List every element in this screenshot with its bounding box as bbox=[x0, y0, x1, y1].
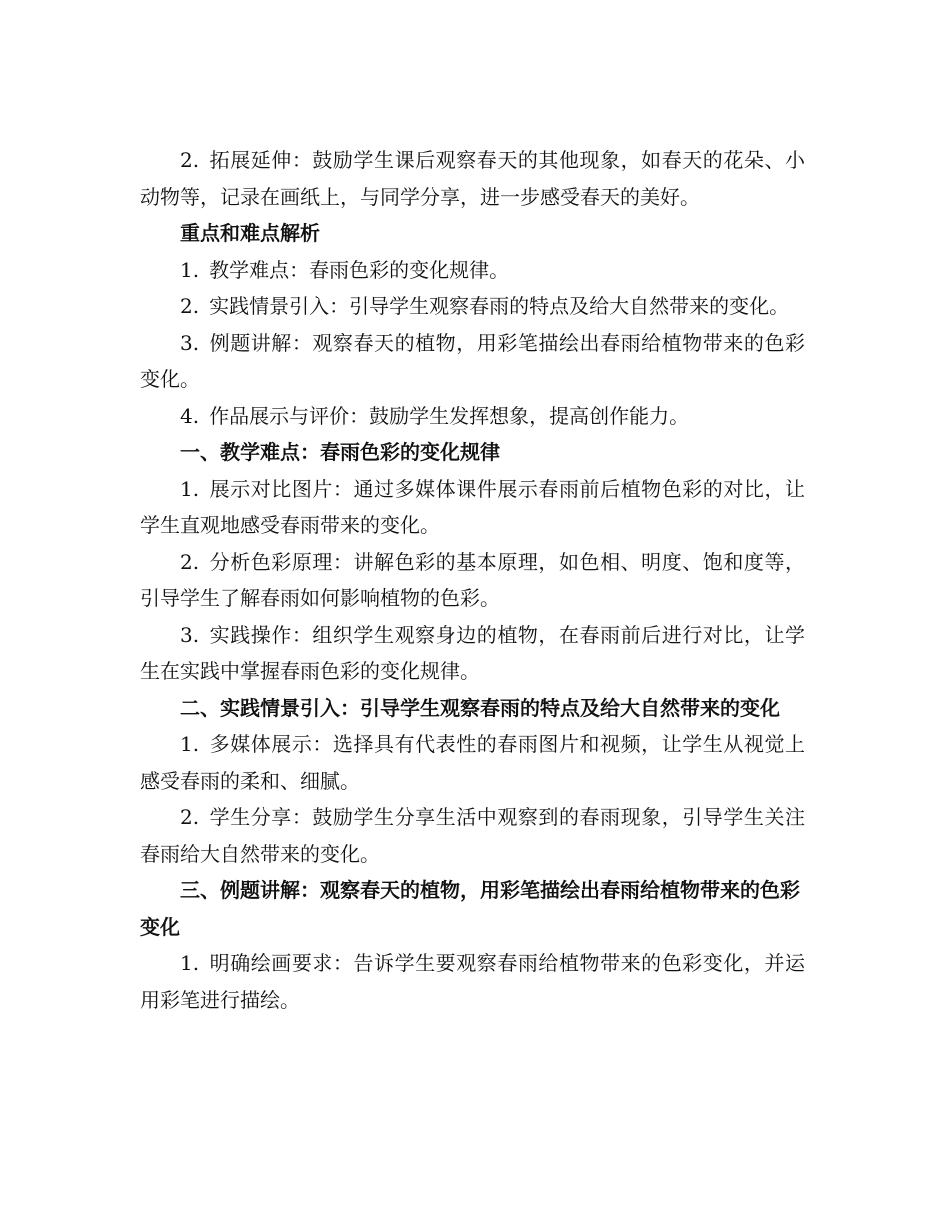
item-number: 1. bbox=[180, 732, 200, 756]
list-item bbox=[140, 252, 805, 289]
item-text: 实践操作：组织学生观察身边的植物，在春雨前后进行对比，让学生在实践中掌握春雨色彩的变化规律。 bbox=[140, 622, 805, 683]
item-text: 拓展延伸：鼓励学生课后观察春天的其他现象，如春天的花朵、小动物等，记录在画纸上，与同学分享，进一步感受春天的美好。 bbox=[140, 148, 805, 209]
item-text: 学生分享：鼓励学生分享生活中观察到的春雨现象，引导学生关注春雨给大自然带来的变化。 bbox=[140, 805, 805, 866]
item-number: 2. bbox=[180, 549, 200, 574]
list-item bbox=[140, 544, 805, 617]
list-item bbox=[140, 726, 805, 799]
list-item bbox=[140, 398, 805, 435]
item-number: 4. bbox=[180, 403, 200, 428]
item-text: 分析色彩原理：讲解色彩的基本原理，如色相、明度、饱和度等，引导学生了解春雨如何影响植物的色彩。 bbox=[140, 549, 805, 610]
item-text: 多媒体展示：选择具有代表性的春雨图片和视频，让学生从视觉上感受春雨的柔和、细腻。 bbox=[140, 732, 805, 793]
section-heading: 二、实践情景引入：引导学生观察春雨的特点及给大自然带来的变化 bbox=[180, 695, 780, 720]
list-item bbox=[140, 799, 805, 872]
item-number: 3. bbox=[180, 622, 200, 647]
document-page bbox=[140, 142, 805, 1018]
list-item bbox=[140, 142, 805, 215]
item-text: 例题讲解：观察春天的植物，用彩笔描绘出春雨给植物带来的色彩变化。 bbox=[140, 330, 805, 391]
list-item bbox=[140, 325, 805, 398]
item-number: 2. bbox=[180, 294, 200, 318]
section-heading: 一、教学难点：春雨色彩的变化规律 bbox=[180, 440, 500, 464]
list-item bbox=[140, 945, 805, 1018]
item-number: 2. bbox=[180, 805, 200, 829]
item-number: 1. bbox=[180, 476, 200, 501]
item-text: 展示对比图片：通过多媒体课件展示春雨前后植物色彩的对比，让学生直观地感受春雨带来的变化。 bbox=[140, 476, 805, 537]
item-number: 1. bbox=[180, 951, 200, 975]
item-number: 3. bbox=[180, 330, 200, 355]
list-item bbox=[140, 617, 805, 690]
list-item bbox=[140, 288, 805, 325]
item-number: 1. bbox=[180, 257, 200, 282]
item-text: 实践情景引入：引导学生观察春雨的特点及给大自然带来的变化。 bbox=[209, 294, 790, 318]
list-item bbox=[140, 471, 805, 544]
item-text: 作品展示与评价：鼓励学生发挥想象，提高创作能力。 bbox=[209, 403, 690, 428]
item-text: 教学难点：春雨色彩的变化规律。 bbox=[209, 257, 510, 282]
item-number: 2. bbox=[180, 148, 200, 172]
section-heading: 三、例题讲解：观察春天的植物，用彩笔描绘出春雨给植物带来的色彩变化 bbox=[140, 878, 800, 939]
item-text: 明确绘画要求：告诉学生要观察春雨给植物带来的色彩变化，并运用彩笔进行描绘。 bbox=[140, 951, 805, 1012]
section-heading: 重点和难点解析 bbox=[180, 221, 320, 245]
